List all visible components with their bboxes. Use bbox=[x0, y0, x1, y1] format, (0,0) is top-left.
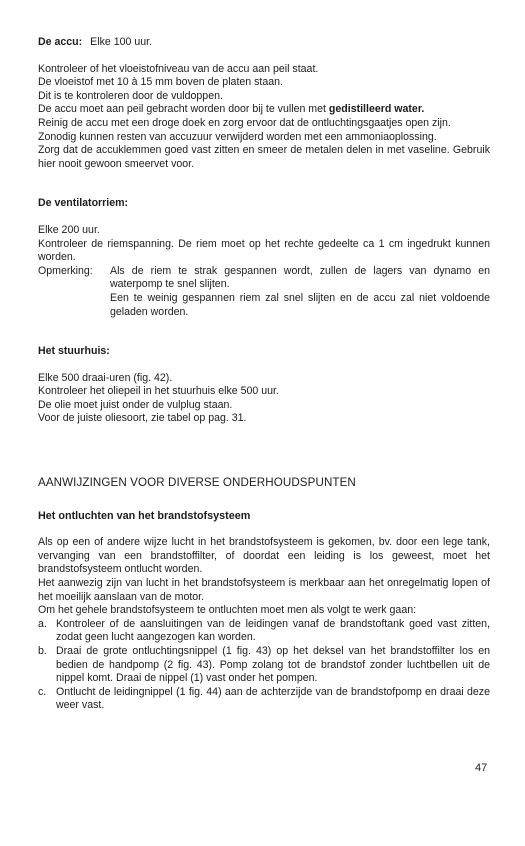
accu-fill-line bbox=[38, 103, 490, 117]
bleeding-steps bbox=[38, 618, 490, 713]
bleeding-paragraph: Als op een of andere wijze lucht in het brandstofsysteem is gekomen, bv. door een lege tank, vervanging van een brandstoffilter, of doordat een leiding is los geweest, moet het brandstofsysteem ontlucht worden. bbox=[38, 536, 490, 576]
step-marker: a. bbox=[38, 617, 47, 630]
stuurhuis-line: Voor de juiste oliesoort, zie tabel op pag. 31. bbox=[38, 412, 247, 425]
step-text: Kontroleer of de aansluitingen van de leidingen vanaf de brandstoftank goed vast zitten, zodat geen lucht aangezogen kan worden. bbox=[56, 617, 490, 644]
step-marker: b. bbox=[38, 645, 47, 657]
chapter-title: AANWIJZINGEN VOOR DIVERSE ONDERHOUDSPUNTEN bbox=[38, 476, 356, 490]
ventilator-title: De ventilatorriem: bbox=[38, 197, 129, 210]
ventilator-remark bbox=[38, 265, 490, 319]
step-text: Draai de grote ontluchtingsnippel (1 fig. 43) op het deksel van het brandstoffilter los en bedien de handpomp (2 fig. 43). Pomp zolang tot de brandstof zonder luchtbellen uit de nippel komt. Draai de nippel (1) vast onder het pompen. bbox=[56, 645, 490, 685]
accu-interval: Elke 100 uur. bbox=[90, 36, 153, 48]
ventilator-interval: Elke 200 uur. bbox=[38, 223, 100, 236]
step-text: Ontlucht de leidingnippel (1 fig. 44) aan de achterzijde van de brandstofpomp en draai deze weer vast. bbox=[56, 685, 490, 712]
section-accu bbox=[38, 36, 490, 171]
list-item bbox=[38, 645, 490, 686]
accu-fill-bold: gedistilleerd water. bbox=[328, 103, 425, 116]
bleeding-paragraph: Het aanwezig zijn van lucht in het brandstofsysteem is merkbaar aan het onregelmatig lopen of het moeilijk aanslaan van de motor. bbox=[38, 577, 490, 603]
accu-title: De accu: bbox=[38, 36, 83, 48]
remark-label: Opmerking: bbox=[38, 264, 93, 277]
list-item bbox=[38, 686, 490, 713]
step-marker: c. bbox=[38, 685, 47, 698]
accu-line: Reinig de accu met een droge doek en zorg ervoor dat de ontluchtingsgaatjes open zijn. bbox=[38, 116, 451, 129]
accu-fill-text: De accu moet aan peil gebracht worden door bij te vullen met bbox=[38, 103, 326, 116]
accu-line: Zorg dat de accuklemmen goed vast zitten en smeer de metalen delen in met vaseline. Gebruik hier nooit gewoon smeervet voor. bbox=[38, 144, 490, 170]
section-stuurhuis bbox=[38, 345, 490, 426]
stuurhuis-line: Kontroleer het oliepeil in het stuurhuis elke 500 uur. bbox=[38, 385, 279, 398]
stuurhuis-line: Elke 500 draai-uren (fig. 42). bbox=[38, 371, 173, 384]
remark-text: Een te weinig gespannen riem zal snel slijten en de accu zal niet voldoende geladen worden. bbox=[110, 291, 490, 318]
accu-line: Kontroleer of het vloeistofniveau van de accu aan peil staat. bbox=[38, 62, 319, 75]
stuurhuis-line: De olie moet juist onder de vulplug staan. bbox=[38, 398, 233, 411]
accu-line: Dit is te kontroleren door de vuldoppen. bbox=[38, 89, 223, 102]
document-page bbox=[38, 36, 490, 713]
accu-heading-row bbox=[38, 36, 490, 50]
page-number: 47 bbox=[475, 762, 488, 774]
list-item bbox=[38, 618, 490, 645]
accu-line: De vloeistof met 10 à 15 mm boven de platen staan. bbox=[38, 76, 283, 89]
bleeding-title: Het ontluchten van het brandstofsysteem bbox=[38, 509, 251, 522]
accu-line: Zonodig kunnen resten van accuzuur verwijderd worden met een ammoniaoplossing. bbox=[38, 130, 437, 143]
bleeding-paragraph: Om het gehele brandstofsysteem te ontluchten moet men als volgt te werk gaan: bbox=[38, 604, 417, 617]
remark-body bbox=[110, 265, 490, 319]
stuurhuis-title: Het stuurhuis: bbox=[38, 345, 110, 358]
section-ventilator bbox=[38, 197, 490, 319]
remark-text: Als de riem te strak gespannen wordt, zullen de lagers van dynamo en waterpomp te snel slijten. bbox=[110, 264, 490, 291]
ventilator-text: Kontroleer de riemspanning. De riem moet op het rechte gedeelte ca 1 cm ingedrukt kunnen worden. bbox=[38, 237, 490, 264]
section-bleeding bbox=[38, 510, 490, 713]
